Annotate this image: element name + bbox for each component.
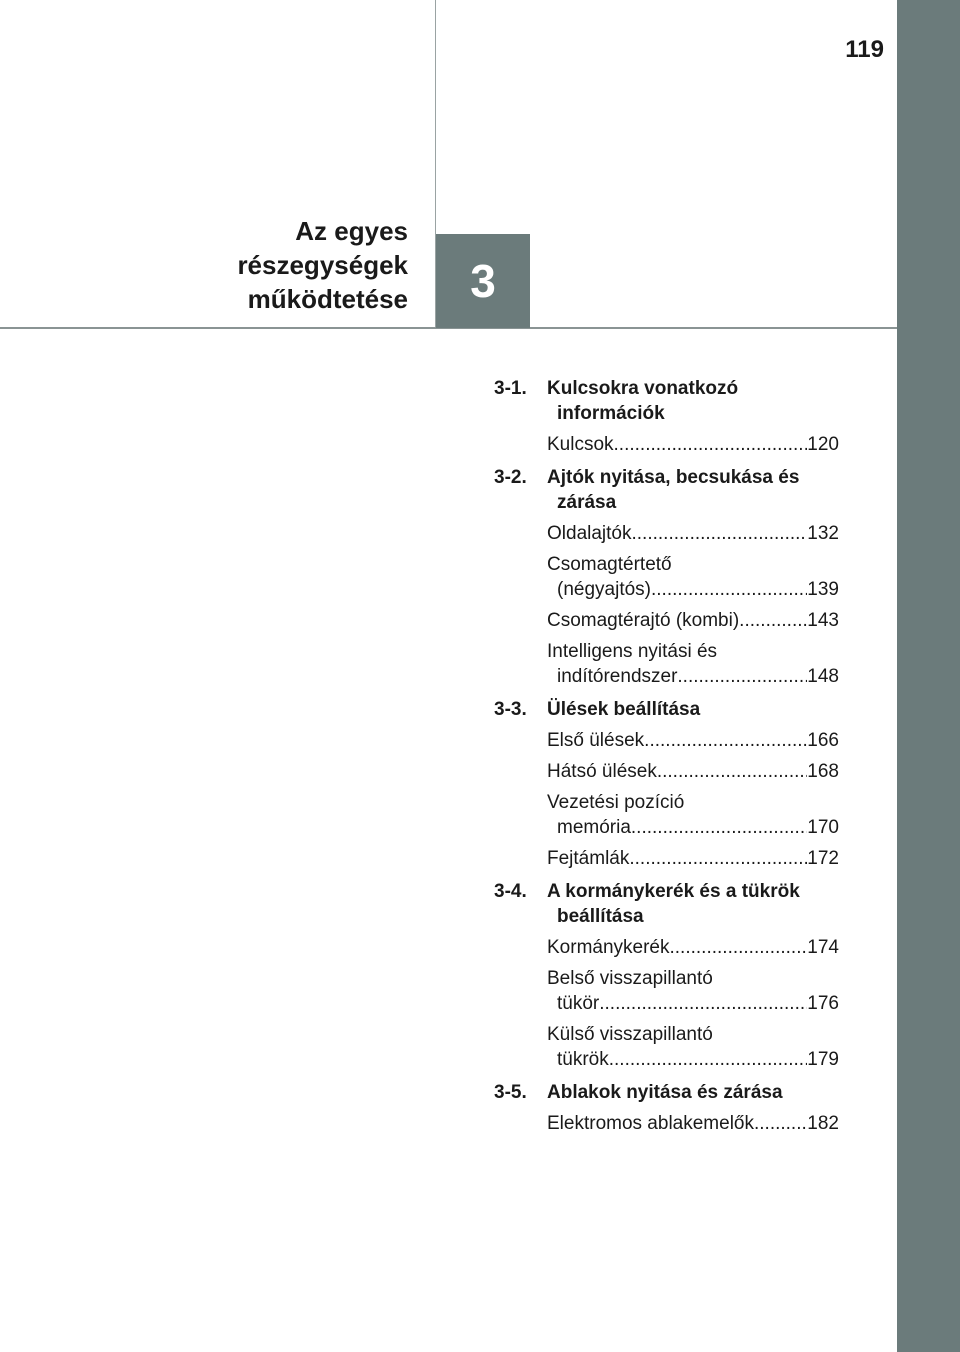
toc-section-number: 3-3. [494,699,527,720]
toc-entry-page: 179 [807,1049,839,1070]
toc-section-number: 3-2. [494,467,527,488]
chapter-side-tab [897,0,960,1352]
toc-entry-text: Elektromos ablakemelők [547,1113,754,1134]
chapter-title-line: működtetése [247,284,408,314]
toc-entry-text: indítórendszer [557,666,678,687]
toc-entry-text: memória [557,817,631,838]
toc-entry-page: 120 [807,434,839,455]
toc-entry-page: 143 [807,610,839,631]
toc-section-title-line: zárása [557,492,617,513]
toc-entry[interactable] [494,790,839,840]
toc-entry-page: 139 [807,579,839,600]
toc-section-title [547,879,839,929]
page-number: 119 [845,36,884,63]
toc-section-title-line: Ajtók nyitása, becsukása és [547,467,800,488]
toc-entry[interactable] [494,521,839,546]
dot-leader [754,1111,807,1136]
toc-section-title-line: Ülések beállítása [547,699,701,720]
toc-section-title-line: Ablakok nyitása és zárása [547,1082,783,1103]
toc-entry-first-line: Külső visszapillantó [547,1024,713,1045]
toc-entry[interactable] [494,728,839,753]
toc-section-title [547,697,839,722]
toc-entry-page: 166 [807,730,839,751]
toc-entry[interactable] [494,552,839,602]
toc-section-title [547,376,839,426]
dot-leader [670,935,808,960]
toc-section-title-line: Kulcsokra vonatkozó [547,378,739,399]
toc-entry[interactable] [494,608,839,633]
chapter-number-box: 3 [436,234,530,328]
toc-entry-text: tükrök [557,1049,609,1070]
toc-entry-page: 176 [807,993,839,1014]
chapter-title-line: Az egyes [295,216,408,246]
toc-entry-first-line: Belső visszapillantó [547,968,713,989]
toc-entry-text: Kormánykerék [547,937,670,958]
dot-leader [631,815,807,840]
toc-entry-text: Első ülések [547,730,645,751]
toc-entry-page: 170 [807,817,839,838]
toc-entry-first-line: Csomagtértető [547,554,672,575]
toc-entry-page: 182 [807,1113,839,1134]
toc-section [494,697,839,722]
dot-leader [644,728,807,753]
toc-entry-first-line: Intelligens nyitási és [547,641,718,662]
dot-leader [632,521,808,546]
table-of-contents [494,376,839,1136]
toc-entry-text: Csomagtérajtó (kombi) [547,610,740,631]
toc-entry[interactable] [494,966,839,1016]
toc-section-title-line: beállítása [557,906,644,927]
toc-entry-text: Hátsó ülések [547,761,657,782]
dot-leader [599,991,807,1016]
toc-section-title-line: A kormánykerék és a tükrök [547,881,800,902]
toc-entry-page: 172 [807,848,839,869]
toc-entry[interactable] [494,432,839,457]
toc-section [494,465,839,515]
toc-entry[interactable] [494,846,839,871]
toc-entry[interactable] [494,639,839,689]
dot-leader [677,664,807,689]
toc-entry-page: 168 [807,761,839,782]
dot-leader [657,759,807,784]
toc-section-number: 3-1. [494,378,527,399]
toc-entry[interactable] [494,935,839,960]
dot-leader [739,608,807,633]
toc-entry-text: Fejtámlák [547,848,630,869]
toc-section [494,376,839,426]
chapter-title [237,214,408,316]
dot-leader [651,577,807,602]
toc-entry-text: Kulcsok [547,434,614,455]
toc-section [494,879,839,929]
toc-entry[interactable] [494,1111,839,1136]
toc-entry-page: 132 [807,523,839,544]
toc-section [494,1080,839,1105]
dot-leader [609,1047,808,1072]
chapter-title-line: részegységek [237,250,408,280]
toc-entry-page: 148 [807,666,839,687]
toc-entry-text: Oldalajtók [547,523,632,544]
toc-entry-text: tükör [557,993,600,1014]
dot-leader [629,846,807,871]
toc-entry-first-line: Vezetési pozíció [547,792,685,813]
toc-entry-text: (négyajtós) [557,579,651,600]
toc-entry[interactable] [494,1022,839,1072]
toc-section-title-line: információk [557,403,665,424]
toc-section-title [547,465,839,515]
toc-section-number: 3-5. [494,1082,527,1103]
dot-leader [614,432,808,457]
toc-section-number: 3-4. [494,881,527,902]
toc-entry-page: 174 [807,937,839,958]
toc-section-title [547,1080,839,1105]
toc-entry[interactable] [494,759,839,784]
